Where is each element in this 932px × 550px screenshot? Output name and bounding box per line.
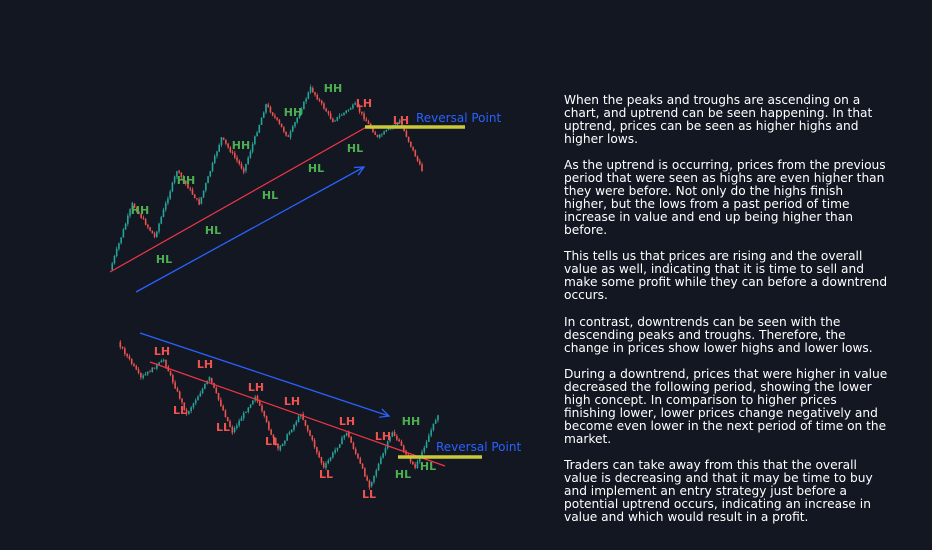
reversal-point-label: Reversal Point: [436, 440, 522, 454]
candle-body: [174, 176, 176, 182]
candle-body: [350, 108, 352, 109]
candle-body: [430, 430, 432, 436]
candle-body: [133, 364, 135, 366]
candle-body: [295, 422, 297, 425]
swing-label-hh: HH: [283, 106, 303, 119]
swing-label-lh: LH: [247, 381, 265, 394]
candle-body: [123, 229, 125, 237]
candle-body: [222, 406, 224, 410]
candle-body: [330, 113, 332, 118]
candle-body: [378, 464, 380, 470]
swing-label-hl: HL: [155, 253, 173, 266]
candle-body: [328, 111, 330, 113]
candle-body: [142, 375, 144, 378]
candle-body: [216, 152, 218, 156]
candle-body: [385, 448, 387, 453]
candle-body: [310, 87, 312, 92]
candle-body: [337, 117, 339, 121]
candle-body: [377, 135, 379, 137]
candle-body: [225, 410, 227, 417]
swing-label-ll: LL: [215, 421, 231, 434]
candle-body: [154, 233, 156, 236]
candle-body: [158, 224, 160, 232]
candle-body: [199, 393, 201, 396]
candle-body: [286, 434, 288, 440]
swing-label-hl: HL: [307, 162, 325, 175]
candle-body: [250, 152, 252, 158]
candle-body: [318, 452, 320, 457]
article-paragraph: During a downtrend, prices that were higher in value decreased the following period, showing the lower high concept. In comparison to higher prices finishing lower, lower prices change negatively and become even lower in the next period of time on the market.: [564, 366, 888, 446]
candle-body: [161, 361, 163, 363]
candle-body: [193, 403, 195, 407]
candle-body: [261, 118, 263, 125]
candle-body: [380, 458, 382, 464]
candle-body: [177, 388, 179, 391]
candle-body: [374, 132, 376, 135]
candle-body: [181, 399, 183, 403]
candle-body: [282, 444, 284, 446]
candle-body: [127, 216, 129, 224]
candle-body: [120, 237, 122, 243]
candle-body: [270, 107, 272, 112]
candle-body: [386, 130, 388, 131]
candle-body: [218, 393, 220, 400]
article-paragraph: Traders can take away from this that the overall value is decreasing and that it may be time to buy and implement an entry strategy just before a potential uptrend occurs, indicating an increase in value and which would result in a profit.: [564, 457, 873, 524]
candle-body: [298, 416, 300, 422]
swing-label-hh: HH: [401, 415, 421, 428]
candle-body: [332, 453, 334, 458]
swing-label-ll: LL: [264, 435, 280, 448]
candle-body: [201, 197, 203, 204]
swing-label-lh: LH: [153, 345, 171, 358]
candle-body: [348, 110, 350, 111]
candle-body: [312, 88, 314, 92]
swing-label-hl: HL: [419, 460, 437, 473]
candle-body: [245, 164, 247, 171]
swing-label-hh: HH: [176, 174, 196, 187]
candle-body: [410, 142, 412, 147]
candle-body: [126, 354, 128, 356]
candle-body: [327, 461, 329, 464]
swing-label-lh: LH: [355, 97, 373, 110]
candle-body: [252, 144, 254, 152]
candle-body: [215, 388, 217, 393]
candle-body: [365, 119, 367, 121]
candle-body: [403, 446, 405, 451]
candle-body: [321, 101, 323, 104]
candle-body: [256, 132, 258, 136]
candle-body: [325, 109, 327, 112]
candle-body: [209, 171, 211, 176]
candle-body: [163, 360, 165, 361]
candle-body: [362, 464, 364, 469]
candle-body: [231, 427, 233, 433]
candle-body: [250, 404, 252, 407]
candle-body: [292, 126, 294, 131]
candle-body: [381, 134, 383, 135]
candle-body: [212, 163, 214, 171]
candle-body: [350, 437, 352, 443]
candle-body: [207, 176, 209, 183]
candle-body: [279, 446, 281, 450]
candle-body: [149, 227, 151, 230]
candle-body: [379, 135, 381, 138]
candle-body: [319, 99, 321, 100]
candle-body: [227, 144, 229, 148]
swing-label-ll: LL: [318, 468, 334, 481]
candle-body: [383, 131, 385, 134]
candle-body: [303, 102, 305, 110]
candle-body: [359, 458, 361, 463]
swing-label-hl: HL: [204, 224, 222, 237]
candle-body: [124, 348, 126, 354]
candle-body: [247, 158, 249, 164]
candle-body: [254, 136, 256, 144]
candle-body: [337, 448, 339, 450]
candle-body: [218, 145, 220, 152]
candle-body: [421, 452, 423, 456]
candle-body: [178, 171, 180, 173]
candle-body: [334, 450, 336, 453]
candle-body: [294, 122, 296, 126]
candle-body: [170, 371, 172, 375]
candle-body: [267, 105, 269, 108]
candle-body: [346, 433, 348, 436]
swing-label-lh: LH: [374, 430, 392, 443]
article-paragraph: When the peaks and troughs are ascending on a chart, and uptrend can be seen happening. In that uptrend, prices can be seen as higher highs and higher lows.: [564, 93, 873, 146]
candle-body: [158, 362, 160, 364]
candle-body: [361, 112, 363, 114]
swing-label-hh: HH: [130, 204, 150, 217]
candle-body: [174, 382, 176, 388]
swing-label-ll: LL: [172, 404, 188, 417]
candle-body: [167, 199, 169, 204]
candle-body: [165, 360, 167, 367]
swing-label-ll: LL: [361, 488, 377, 501]
candle-body: [188, 411, 190, 414]
candle-body: [276, 118, 278, 120]
candle-body: [194, 194, 196, 198]
candle-body: [198, 199, 200, 205]
candle-body: [259, 401, 261, 405]
candle-body: [396, 436, 398, 440]
candle-body: [145, 374, 147, 375]
candle-body: [357, 454, 359, 458]
candle-body: [266, 416, 268, 422]
candle-body: [131, 359, 133, 364]
candle-body: [268, 422, 270, 430]
candle-body: [305, 99, 307, 102]
candle-body: [205, 183, 207, 190]
candle-body: [355, 449, 357, 454]
candle-body: [368, 121, 370, 124]
candle-body: [259, 125, 261, 133]
candle-body: [366, 477, 368, 481]
candle-body: [192, 190, 194, 195]
candle-body: [289, 432, 291, 434]
candle-body: [343, 436, 345, 438]
candle-body: [323, 463, 325, 468]
candle-body: [353, 443, 355, 449]
candle-body: [417, 157, 419, 161]
candle-body: [363, 113, 365, 119]
candle-body: [245, 412, 247, 413]
candle-body: [428, 436, 430, 442]
candle-body: [189, 188, 191, 189]
candle-body: [373, 476, 375, 482]
candle-body: [305, 420, 307, 426]
candle-body: [291, 430, 293, 433]
candle-body: [283, 127, 285, 132]
swing-label-hl: HL: [261, 189, 279, 202]
candle-body: [308, 92, 310, 98]
candle-body: [234, 428, 236, 432]
candle-body: [401, 441, 403, 445]
candle-body: [375, 470, 377, 475]
candle-body: [391, 432, 393, 436]
candle-body: [341, 115, 343, 116]
candle-body: [151, 368, 153, 372]
swing-label-hl: HL: [346, 142, 364, 155]
candle-body: [265, 104, 267, 112]
swing-label-lh: LH: [338, 415, 356, 428]
candle-body: [234, 153, 236, 157]
candle-body: [421, 164, 423, 171]
candle-body: [270, 430, 272, 435]
candle-body: [116, 249, 118, 256]
candle-body: [195, 400, 197, 403]
candle-body: [172, 183, 174, 192]
candle-body: [426, 442, 428, 448]
candle-body: [114, 256, 116, 263]
article-paragraph: As the uptrend is occurring, prices from the previous period that were seen as highs are even higher than they were before. Not only do the highs finish higher, but the lows from a past period of time increase in value and end up being higher than before.: [564, 158, 886, 238]
swing-label-lh: LH: [283, 395, 301, 408]
candle-body: [419, 161, 421, 165]
candle-body: [152, 231, 154, 234]
candle-body: [190, 407, 192, 411]
candle-body: [398, 440, 400, 442]
candle-body: [145, 219, 147, 225]
candle-body: [339, 444, 341, 447]
candle-body: [314, 92, 316, 95]
candle-body: [371, 482, 373, 486]
candle-body: [412, 147, 414, 151]
candle-body: [236, 426, 238, 428]
candle-body: [241, 418, 243, 421]
candle-body: [314, 440, 316, 447]
candle-body: [307, 426, 309, 431]
candle-body: [316, 447, 318, 452]
candle-body: [138, 370, 140, 373]
candle-body: [165, 203, 167, 210]
candle-body: [172, 375, 174, 382]
candle-body: [423, 448, 425, 452]
candle-body: [232, 152, 234, 153]
candle-body: [352, 105, 354, 109]
candle-body: [211, 378, 213, 383]
candle-body: [204, 384, 206, 389]
candle-body: [369, 481, 371, 488]
candle-body: [415, 150, 417, 156]
candle-body: [323, 103, 325, 108]
candle-body: [290, 132, 292, 138]
candle-body: [135, 366, 137, 370]
candle-body: [111, 263, 113, 270]
candle-body: [316, 95, 318, 99]
candle-body: [203, 191, 205, 198]
candle-body: [412, 462, 414, 465]
candle-body: [382, 453, 384, 458]
candle-body: [263, 411, 265, 416]
candle-body: [281, 124, 283, 128]
swing-label-layer: [131, 82, 436, 501]
candle-body: [341, 438, 343, 444]
candle-body: [364, 468, 366, 476]
article-paragraph: In contrast, downtrends can be seen with the descending peaks and troughs. Therefore, the change in prices show lower highs and lower lows.: [564, 314, 873, 355]
candle-body: [285, 132, 287, 136]
trendline: [150, 362, 445, 466]
candle-body: [147, 372, 149, 375]
candle-body: [293, 425, 295, 430]
candle-body: [247, 408, 249, 412]
candle-body: [321, 457, 323, 463]
candle-body: [414, 464, 416, 467]
trend-arrow: [136, 167, 364, 292]
candle-body: [221, 137, 223, 145]
candle-body: [435, 420, 437, 423]
candle-body: [147, 225, 149, 227]
candle-body: [263, 113, 265, 118]
candle-body: [287, 136, 289, 137]
candle-body: [279, 120, 281, 124]
candle-body: [129, 356, 131, 359]
swing-label-hh: HH: [231, 139, 251, 152]
candle-body: [156, 232, 158, 237]
candle-body: [272, 112, 274, 115]
candle-body: [160, 217, 162, 224]
swing-label-hl: HL: [394, 468, 412, 481]
candle-body: [309, 430, 311, 435]
candle-body: [202, 389, 204, 394]
candle-body: [339, 116, 341, 117]
candle-body: [243, 413, 245, 418]
candle-body: [406, 131, 408, 137]
reversal-point-label: Reversal Point: [416, 111, 502, 125]
candle-body: [330, 458, 332, 461]
candle-body: [149, 372, 151, 373]
candle-body: [223, 138, 225, 140]
candle-body: [236, 157, 238, 160]
candle-body: [394, 432, 396, 436]
candle-body: [261, 406, 263, 412]
swing-label-lh: LH: [196, 358, 214, 371]
candle-body: [334, 121, 336, 122]
candle-body: [118, 243, 120, 249]
candle-body: [225, 140, 227, 144]
candle-body: [163, 210, 165, 217]
candle-body: [179, 391, 181, 398]
candle-body: [345, 111, 347, 113]
article-paragraph: This tells us that prices are rising and the overall value as well, indicating that it is time to sell and make some profit while they can before a downtrend occurs.: [564, 249, 888, 303]
candle-body: [311, 436, 313, 440]
candle-body: [140, 373, 142, 377]
candle-body: [243, 168, 245, 172]
candle-body: [169, 191, 171, 198]
candle-body: [238, 161, 240, 164]
article-text: [564, 93, 889, 524]
candle-body: [433, 424, 435, 431]
candle-body: [197, 397, 199, 401]
candle-body: [343, 113, 345, 115]
candle-body: [408, 137, 410, 142]
candle-body: [125, 224, 127, 230]
candle-body: [220, 400, 222, 406]
candle-body: [417, 462, 419, 468]
candle-body: [302, 414, 304, 420]
candle-body: [196, 198, 198, 199]
candle-body: [437, 415, 439, 420]
swing-label-hh: HH: [323, 82, 343, 95]
candle-body: [252, 400, 254, 404]
candle-body: [154, 368, 156, 369]
candle-body: [332, 119, 334, 123]
candle-body: [238, 421, 240, 426]
candle-body: [274, 115, 276, 117]
swing-label-lh: LH: [392, 114, 410, 127]
candle-body: [119, 342, 121, 347]
candle-body: [209, 377, 211, 381]
candle-body: [143, 218, 145, 219]
candle-body: [122, 347, 124, 348]
candle-body: [214, 156, 216, 163]
candle-body: [284, 441, 286, 444]
candle-body: [241, 164, 243, 168]
